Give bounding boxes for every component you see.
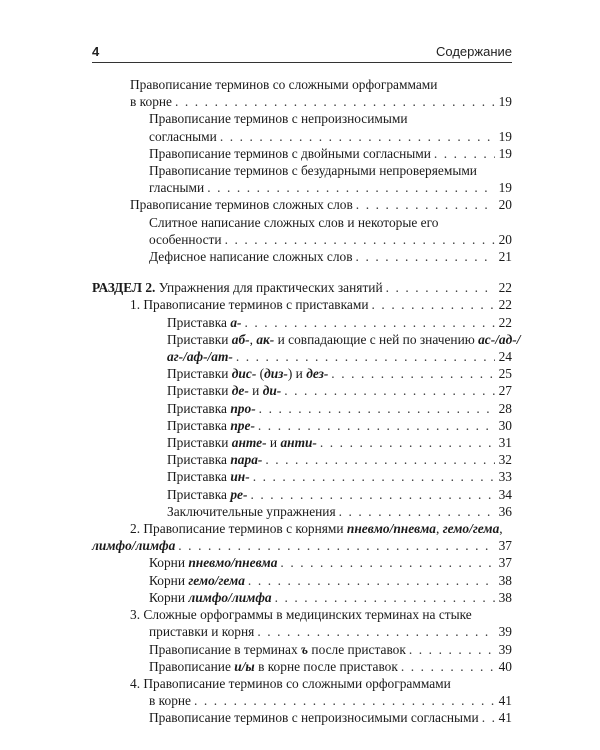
toc-entry xyxy=(92,93,512,110)
dot-leader xyxy=(482,709,495,726)
dot-leader xyxy=(258,417,495,434)
table-of-contents xyxy=(92,76,521,727)
toc-entry xyxy=(92,162,512,179)
toc-entry-text xyxy=(167,417,255,434)
toc-entry-text xyxy=(167,434,317,451)
toc-entry xyxy=(92,451,512,468)
toc-entry xyxy=(92,179,512,196)
dot-leader xyxy=(356,248,495,265)
toc-entry-text xyxy=(167,468,250,485)
toc-entry xyxy=(92,675,512,692)
dot-leader xyxy=(409,641,495,658)
toc-entry-text xyxy=(130,520,503,537)
entry-text-part: , xyxy=(499,521,503,537)
toc-entry xyxy=(92,231,512,248)
entry-text-part: , xyxy=(249,331,257,347)
page-number: 4 xyxy=(92,44,100,59)
toc-entry-text: 1. Правописание терминов с приставками xyxy=(130,297,369,313)
toc-entry-text: в корне xyxy=(130,94,172,110)
toc-page-number: 38 xyxy=(498,572,512,588)
toc-entry xyxy=(92,417,512,434)
header-rule xyxy=(92,62,512,63)
dot-leader xyxy=(194,692,495,709)
toc-entry xyxy=(92,314,512,331)
dot-leader xyxy=(320,434,495,451)
toc-entry-text: Слитное написание сложных слов и некоторые его xyxy=(149,214,439,230)
dot-leader xyxy=(339,503,495,520)
dot-leader xyxy=(434,145,495,162)
entry-text-part: ( xyxy=(256,366,265,382)
entry-text-part: Приставка xyxy=(167,400,231,416)
toc-entry xyxy=(92,365,512,382)
toc-entry xyxy=(92,606,512,623)
term: ди- xyxy=(262,383,282,399)
toc-entry xyxy=(92,331,521,348)
term: гемо/гема xyxy=(188,572,245,588)
toc-page-number: 19 xyxy=(498,145,512,161)
toc-entry-text xyxy=(149,658,398,675)
entry-text-part: Корни xyxy=(149,555,189,571)
toc-entry-text xyxy=(149,641,406,658)
entry-text-part: 2. Правописание терминов с корнями xyxy=(130,521,347,537)
dot-leader xyxy=(284,382,495,399)
section-label: РАЗДЕЛ 2. xyxy=(92,280,156,296)
toc-page-number: 41 xyxy=(498,710,512,726)
section-gap xyxy=(92,265,512,279)
toc-entry xyxy=(92,76,512,93)
entry-text-part: и xyxy=(248,383,263,399)
toc-entry xyxy=(92,196,512,213)
toc-entry xyxy=(92,623,512,640)
toc-entry-text: Правописание терминов с непроизносимыми согласными xyxy=(149,710,479,726)
term: дез- xyxy=(306,366,329,382)
entry-text-part: Приставки xyxy=(167,383,232,399)
entry-text-part: Приставка xyxy=(167,452,231,468)
toc-entry-text: 3. Сложные орфограммы в медицинских терминах на стыке xyxy=(130,607,472,623)
entry-text-part: ) и xyxy=(287,366,307,382)
dot-leader xyxy=(280,554,495,571)
dot-leader xyxy=(401,658,495,675)
entry-text-part: Правописание в терминах xyxy=(149,641,301,657)
dot-leader xyxy=(175,93,495,110)
toc-entry xyxy=(92,214,512,231)
toc-entry-text: Правописание терминов с двойными согласными xyxy=(149,145,431,161)
term: про- xyxy=(230,400,256,416)
dot-leader xyxy=(265,451,495,468)
toc-entry xyxy=(92,468,512,485)
dot-leader xyxy=(331,365,495,382)
toc-entry xyxy=(92,145,512,162)
toc-page-number: 28 xyxy=(498,400,512,416)
toc-entry-text: гласными xyxy=(149,180,205,196)
entry-text-part: и совпадающие с ней по значению xyxy=(274,331,479,347)
dot-leader xyxy=(259,400,495,417)
toc-entry-text: Заключительные упражнения xyxy=(167,503,336,519)
term: де- xyxy=(231,383,249,399)
entry-text-part: в корне после приставок xyxy=(254,658,398,674)
toc-entry-text xyxy=(149,589,272,606)
term: анти- xyxy=(280,435,317,451)
toc-page-number: 37 xyxy=(498,538,512,554)
dot-leader xyxy=(253,468,495,485)
toc-page-number: 19 xyxy=(498,128,512,144)
toc-page-number: 20 xyxy=(498,231,512,247)
entry-text-part: Корни xyxy=(149,572,189,588)
term: пневмо/пневма xyxy=(188,555,278,571)
toc-page-number: 22 xyxy=(498,280,512,296)
toc-entry-text: Правописание терминов сложных слов xyxy=(130,197,353,213)
toc-entry-text xyxy=(92,279,383,296)
toc-entry-text: Правописание терминов со сложными орфограммами xyxy=(130,77,438,92)
toc-entry-text: Правописание терминов с непроизносимыми xyxy=(149,111,408,127)
toc-page-number: 32 xyxy=(498,452,512,468)
term: аг-/аф-/ат- xyxy=(167,349,233,365)
entry-text-part: Приставка xyxy=(167,314,231,330)
toc-entry xyxy=(92,296,512,313)
entry-text-part: Корни xyxy=(149,589,189,605)
term: ак- xyxy=(256,331,275,347)
toc-entry xyxy=(92,486,512,503)
dot-leader xyxy=(250,486,495,503)
toc-entry xyxy=(92,248,512,265)
toc-page-number: 20 xyxy=(498,197,512,213)
term: пре- xyxy=(230,417,255,433)
toc-page-number: 33 xyxy=(498,469,512,485)
toc-entry-text xyxy=(149,572,245,589)
toc-entry-text xyxy=(167,451,262,468)
toc-entry xyxy=(92,382,512,399)
toc-entry-text xyxy=(92,537,175,554)
term: ъ xyxy=(301,641,309,657)
toc-entry xyxy=(92,589,512,606)
toc-page-number: 25 xyxy=(498,366,512,382)
dot-leader xyxy=(220,128,495,145)
toc-page-number: 37 xyxy=(498,555,512,571)
term: ре- xyxy=(230,486,248,502)
entry-text-part: Приставки xyxy=(167,435,232,451)
toc-entry-text: Дефисное написание сложных слов xyxy=(149,249,353,265)
toc-page-number: 31 xyxy=(498,435,512,451)
toc-page-number: 30 xyxy=(498,417,512,433)
toc-entry-text: приставки и корня xyxy=(149,624,255,640)
term: диз- xyxy=(264,366,288,382)
entry-text-part: Приставка xyxy=(167,469,231,485)
dot-leader xyxy=(275,589,495,606)
toc-page-number: 40 xyxy=(498,658,512,674)
toc-page-number: 22 xyxy=(498,314,512,330)
running-title: Содержание xyxy=(436,44,512,59)
toc-entry xyxy=(92,537,512,554)
dot-leader xyxy=(225,231,495,248)
toc-entry xyxy=(92,520,512,537)
entry-text-part: , xyxy=(436,521,443,537)
term: дис- xyxy=(231,366,257,382)
toc-entry xyxy=(92,348,512,365)
toc-entry xyxy=(92,503,512,520)
toc-entry-text xyxy=(149,554,277,571)
toc-entry xyxy=(92,572,512,589)
section-title: Упражнения для практических занятий xyxy=(158,280,383,296)
toc-entry-text xyxy=(167,400,256,417)
toc-entry xyxy=(92,400,512,417)
term: и/ы xyxy=(234,658,255,674)
entry-text-part: после приставок xyxy=(308,641,406,657)
toc-entry-text: согласными xyxy=(149,128,217,144)
toc-page-number: 39 xyxy=(498,624,512,640)
toc-entry xyxy=(92,128,512,145)
entry-text-part: и xyxy=(266,435,281,451)
entry-text-part: Приставки xyxy=(167,366,232,382)
toc-entry xyxy=(92,554,512,571)
term: гемо/гема xyxy=(442,521,500,537)
dot-leader xyxy=(245,314,495,331)
term: анте- xyxy=(231,435,267,451)
running-header xyxy=(92,44,512,59)
dot-leader xyxy=(236,348,495,365)
dot-leader xyxy=(386,279,495,296)
dot-leader xyxy=(356,196,495,213)
toc-entry xyxy=(92,692,512,709)
toc-entry-text: Правописание терминов с безударными непроверяемыми xyxy=(149,163,477,179)
toc-entry xyxy=(92,709,512,726)
toc-page-number: 38 xyxy=(498,589,512,605)
dot-leader xyxy=(372,296,495,313)
toc-page-number: 36 xyxy=(498,503,512,519)
toc-entry-text xyxy=(167,348,233,365)
toc-page-number: 41 xyxy=(498,693,512,709)
toc-entry xyxy=(92,641,512,658)
toc-entry-text: 4. Правописание терминов со сложными орфограммами xyxy=(130,675,451,691)
dot-leader xyxy=(207,179,495,196)
toc-entry-text xyxy=(167,331,520,348)
term: а- xyxy=(230,314,242,330)
entry-text-part: Приставка xyxy=(167,486,231,502)
toc-entry-text xyxy=(167,314,242,331)
dot-leader xyxy=(178,537,495,554)
term: пара- xyxy=(230,452,263,468)
toc-entry xyxy=(92,110,512,127)
toc-page-number: 39 xyxy=(498,641,512,657)
term: ас-/ад-/ xyxy=(478,331,521,347)
toc-entry-text: особенности xyxy=(149,231,222,247)
toc-entry-text xyxy=(167,486,247,503)
toc-page-number: 24 xyxy=(498,349,512,365)
toc-page-number: 22 xyxy=(498,297,512,313)
toc-page-number: 21 xyxy=(498,249,512,265)
entry-text-part: Правописание xyxy=(149,658,235,674)
toc-entry xyxy=(92,434,512,451)
toc-entry-text xyxy=(167,382,281,399)
toc-entry xyxy=(92,658,512,675)
toc-page-number: 34 xyxy=(498,486,512,502)
entry-text-part: Приставка xyxy=(167,417,231,433)
term: лимфо/лимфа xyxy=(188,589,272,605)
toc-page-number: 27 xyxy=(498,383,512,399)
term: аб- xyxy=(231,331,250,347)
dot-leader xyxy=(257,623,495,640)
toc-entry-text: в корне xyxy=(149,693,191,709)
term: лимфо/лимфа xyxy=(92,538,176,554)
toc-section-heading xyxy=(92,279,512,296)
entry-text-part: Приставки xyxy=(167,331,232,347)
toc-page-number: 19 xyxy=(498,180,512,196)
toc-entry-text xyxy=(167,365,328,382)
term: пневмо/пневма xyxy=(346,521,436,537)
dot-leader xyxy=(248,572,495,589)
term: ин- xyxy=(230,469,250,485)
toc-page-number: 19 xyxy=(498,94,512,110)
